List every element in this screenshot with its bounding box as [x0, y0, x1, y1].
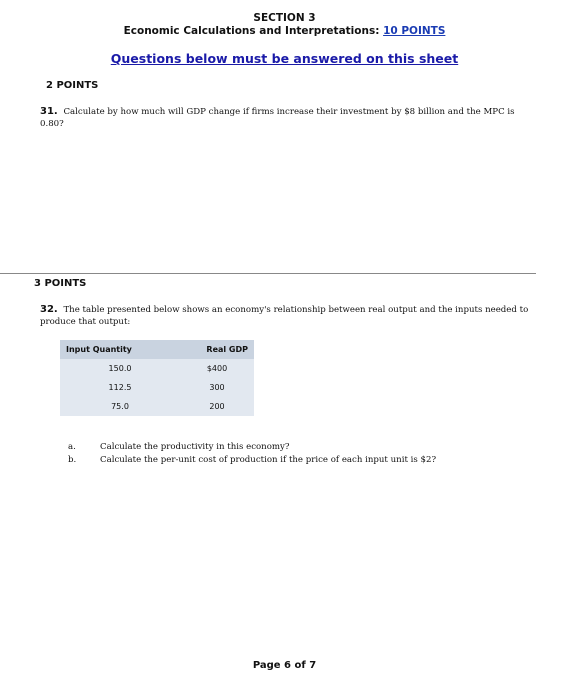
page-number: Page 6 of 7	[252, 660, 317, 671]
subquestion-letter: b.	[68, 455, 77, 465]
section-title	[0, 25, 569, 37]
instruction-text: Questions below must be answered on this sheet	[110, 51, 459, 66]
header-input-quantity: Input Quantity	[60, 340, 180, 359]
q31-text: Calculate by how much will GDP change if firms increase their investment by $8 billion and the MPC is 0.80?	[40, 107, 515, 129]
cell-input-quantity: 150.0	[60, 359, 180, 378]
table-row	[60, 359, 254, 378]
table-row	[60, 397, 254, 416]
cell-input-quantity: 112.5	[60, 378, 180, 397]
q32-number: 32.	[40, 304, 58, 315]
question-32	[40, 304, 530, 328]
section-points: 10 POINTS	[383, 25, 446, 37]
q32-points: 3 POINTS	[34, 278, 87, 289]
subquestion-letter: a.	[68, 442, 76, 452]
question-31	[40, 106, 530, 130]
cell-input-quantity: 75.0	[60, 397, 180, 416]
table-row	[60, 378, 254, 397]
table-header-row	[60, 340, 254, 359]
header-real-gdp: Real GDP	[180, 340, 254, 359]
q31-number: 31.	[40, 106, 58, 117]
cell-real-gdp: $400	[180, 359, 254, 378]
section-label: SECTION 3	[253, 12, 316, 24]
subquestion-a	[68, 442, 290, 452]
q31-points: 2 POINTS	[46, 80, 99, 91]
subquestion-b	[68, 455, 436, 465]
section-divider	[0, 273, 536, 274]
section-title-text: Economic Calculations and Interpretations:	[123, 25, 380, 37]
cell-real-gdp: 200	[180, 397, 254, 416]
subquestion-text: Calculate the productivity in this economy?	[100, 442, 290, 452]
subquestion-text: Calculate the per-unit cost of production if the price of each input unit is $2?	[100, 455, 437, 465]
cell-real-gdp: 300	[180, 378, 254, 397]
q32-text: The table presented below shows an economy's relationship between real output and the inputs needed to produce that output:	[40, 305, 529, 327]
input-gdp-table	[60, 340, 254, 416]
